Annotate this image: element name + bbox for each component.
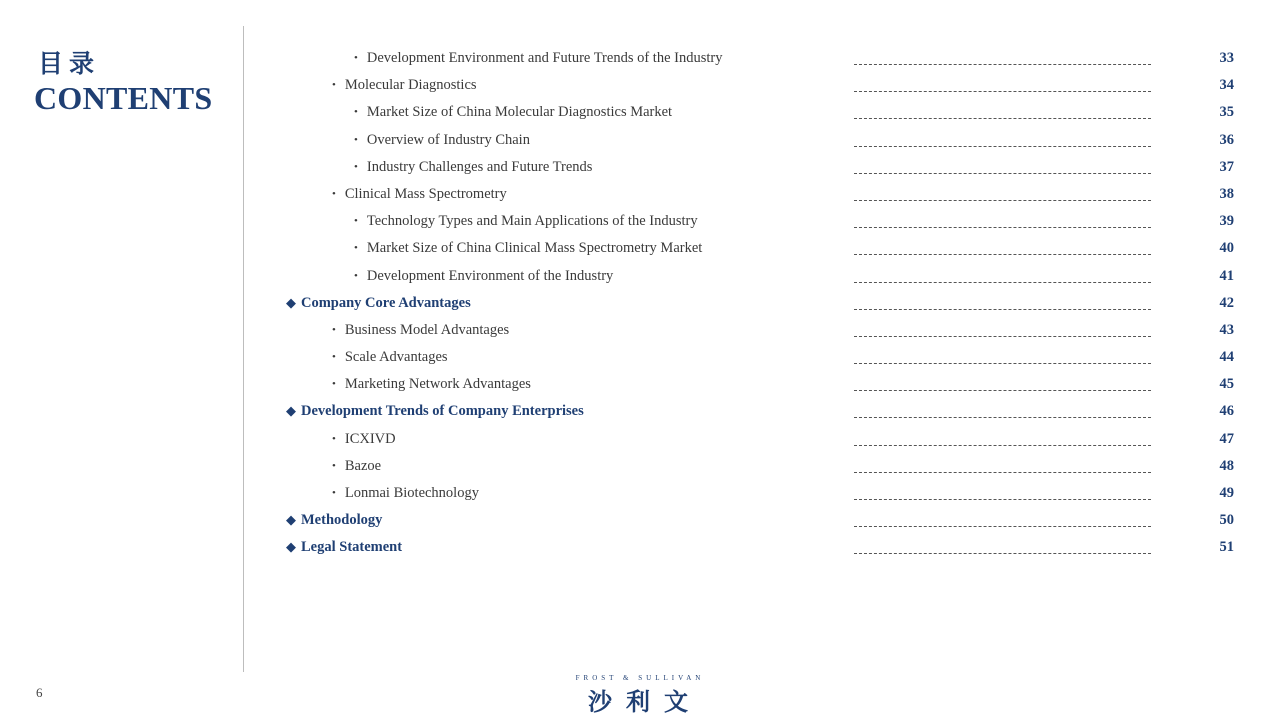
toc-entry-label <box>332 77 477 94</box>
toc-page-number: 41 <box>1219 267 1234 284</box>
toc-entry[interactable] <box>0 507 1280 534</box>
logo-english-text: FROST & SULLIVAN <box>575 674 705 682</box>
toc-entry-text: Industry Challenges and Future Trends <box>366 158 593 175</box>
toc-leader-line <box>854 64 1151 65</box>
toc-leader-line <box>854 363 1151 364</box>
toc-page-number: 34 <box>1219 77 1234 94</box>
toc-entry-label <box>286 403 584 420</box>
toc-entry-label <box>354 213 698 230</box>
toc-entry[interactable] <box>0 344 1280 371</box>
toc-page-number: 35 <box>1219 104 1234 121</box>
toc-leader-line <box>854 173 1151 174</box>
toc-entry[interactable] <box>0 154 1280 181</box>
dot-bullet-icon: • <box>332 79 336 92</box>
toc-entry-text: Business Model Advantages <box>344 321 510 338</box>
toc-page-number: 40 <box>1219 240 1234 257</box>
toc-entry[interactable] <box>0 453 1280 480</box>
toc-entry-label <box>332 485 479 502</box>
toc-entry[interactable] <box>0 290 1280 317</box>
toc-entry-label <box>286 512 382 529</box>
dot-bullet-icon: • <box>354 269 358 282</box>
toc-page-number: 39 <box>1219 213 1234 230</box>
toc-page-number: 47 <box>1219 430 1234 447</box>
toc-entry-label <box>286 539 402 556</box>
dot-bullet-icon: • <box>332 378 336 391</box>
toc-entry-text: Molecular Diagnostics <box>344 77 477 94</box>
contents-title-chinese: 目录 <box>38 49 101 78</box>
toc-leader-line <box>854 417 1151 418</box>
toc-entry-text: Market Size of China Clinical Mass Spectrometry Market <box>366 240 703 257</box>
toc-leader-line <box>854 445 1151 446</box>
dot-bullet-icon: • <box>332 459 336 472</box>
toc-page-number: 42 <box>1219 294 1234 311</box>
dot-bullet-icon: • <box>354 160 358 173</box>
toc-entry-text: Development Trends of Company Enterprises <box>301 403 584 420</box>
toc-leader-line <box>854 336 1151 337</box>
toc-page-number: 45 <box>1219 376 1234 393</box>
toc-page-number: 44 <box>1219 349 1234 366</box>
toc-leader-line <box>854 227 1151 228</box>
toc-entry[interactable] <box>0 398 1280 425</box>
toc-entry-label <box>354 50 722 67</box>
toc-entry-label <box>354 240 702 257</box>
page-number: 6 <box>36 685 43 700</box>
toc-entry-label <box>332 376 531 393</box>
toc-entry[interactable] <box>0 480 1280 507</box>
toc-entry[interactable] <box>0 534 1280 561</box>
diamond-bullet-icon: ◆ <box>286 294 296 310</box>
toc-entry-text: Development Environment of the Industry <box>366 267 614 284</box>
toc-entry-label <box>354 159 592 176</box>
toc-entry[interactable] <box>0 371 1280 398</box>
toc-entry-text: Marketing Network Advantages <box>344 376 531 393</box>
toc-entry-text: Clinical Mass Spectrometry <box>344 185 507 202</box>
toc-leader-line <box>854 200 1151 201</box>
toc-entry[interactable] <box>0 72 1280 99</box>
toc-entry[interactable] <box>0 426 1280 453</box>
dot-bullet-icon: • <box>332 323 336 336</box>
dot-bullet-icon: • <box>354 133 358 146</box>
toc-page-number: 38 <box>1219 185 1234 202</box>
toc-entry-label <box>332 322 509 339</box>
table-of-contents <box>0 45 1280 562</box>
toc-page-number: 51 <box>1219 539 1234 556</box>
toc-leader-line <box>854 472 1151 473</box>
toc-entry-label <box>354 104 672 121</box>
toc-leader-line <box>854 526 1151 527</box>
toc-entry-label <box>286 295 471 312</box>
toc-page-number: 46 <box>1219 403 1234 420</box>
dot-bullet-icon: • <box>354 242 358 255</box>
dot-bullet-icon: • <box>332 187 336 200</box>
toc-entry-label <box>354 132 530 149</box>
toc-leader-line <box>854 282 1151 283</box>
dot-bullet-icon: • <box>332 432 336 445</box>
toc-page-number: 37 <box>1219 158 1234 175</box>
toc-entry-label <box>332 349 448 366</box>
diamond-bullet-icon: ◆ <box>286 512 296 528</box>
toc-leader-line <box>854 118 1151 119</box>
toc-page-number: 50 <box>1219 512 1234 529</box>
dot-bullet-icon: • <box>332 487 336 499</box>
logo-chinese-text: 沙利文 <box>588 688 702 716</box>
diamond-bullet-icon: ◆ <box>286 539 296 555</box>
diamond-bullet-icon: ◆ <box>286 403 296 419</box>
toc-entry[interactable] <box>0 99 1280 126</box>
toc-entry[interactable] <box>0 235 1280 262</box>
dot-bullet-icon: • <box>354 106 358 119</box>
dot-bullet-icon: • <box>332 351 336 364</box>
dot-bullet-icon: • <box>354 52 358 64</box>
toc-leader-line <box>854 254 1151 255</box>
toc-page-number: 33 <box>1219 50 1234 66</box>
toc-leader-line <box>854 390 1151 391</box>
dot-bullet-icon: • <box>354 215 358 228</box>
toc-entry-text: Lonmai Biotechnology <box>344 485 479 501</box>
toc-page-number: 36 <box>1219 131 1234 148</box>
toc-entry[interactable] <box>0 45 1280 72</box>
toc-page-number: 43 <box>1219 321 1234 338</box>
toc-entry-text: Company Core Advantages <box>301 294 471 311</box>
toc-page-number: 49 <box>1219 485 1234 501</box>
frost-sullivan-logo <box>562 674 718 717</box>
toc-entry-text: Bazoe <box>344 457 382 474</box>
toc-entry-label <box>354 268 613 285</box>
contents-title: CONTENTS <box>34 80 213 116</box>
toc-leader-line <box>854 146 1151 147</box>
toc-entry[interactable] <box>0 263 1280 290</box>
toc-entry-label <box>332 186 507 203</box>
toc-entry-text: Overview of Industry Chain <box>366 131 530 148</box>
toc-leader-line <box>854 91 1151 92</box>
toc-leader-line <box>854 309 1151 310</box>
toc-entry-text: ICXIVD <box>344 430 396 447</box>
toc-leader-line <box>854 553 1151 554</box>
toc-page-number: 48 <box>1219 457 1234 474</box>
toc-entry-label <box>332 431 396 448</box>
toc-entry[interactable] <box>0 317 1280 344</box>
toc-entry-text: Market Size of China Molecular Diagnostics Market <box>366 104 673 121</box>
toc-leader-line <box>854 499 1151 500</box>
toc-entry[interactable] <box>0 208 1280 235</box>
toc-entry[interactable] <box>0 181 1280 208</box>
toc-entry-label <box>332 458 381 475</box>
toc-entry-text: Technology Types and Main Applications of the Industry <box>366 213 698 230</box>
toc-entry[interactable] <box>0 127 1280 154</box>
toc-entry-text: Scale Advantages <box>344 349 448 366</box>
toc-entry-text: Development Environment and Future Trends of the Industry <box>366 50 723 66</box>
toc-entry-text: Legal Statement <box>301 539 403 556</box>
toc-entry-text: Methodology <box>301 512 383 529</box>
